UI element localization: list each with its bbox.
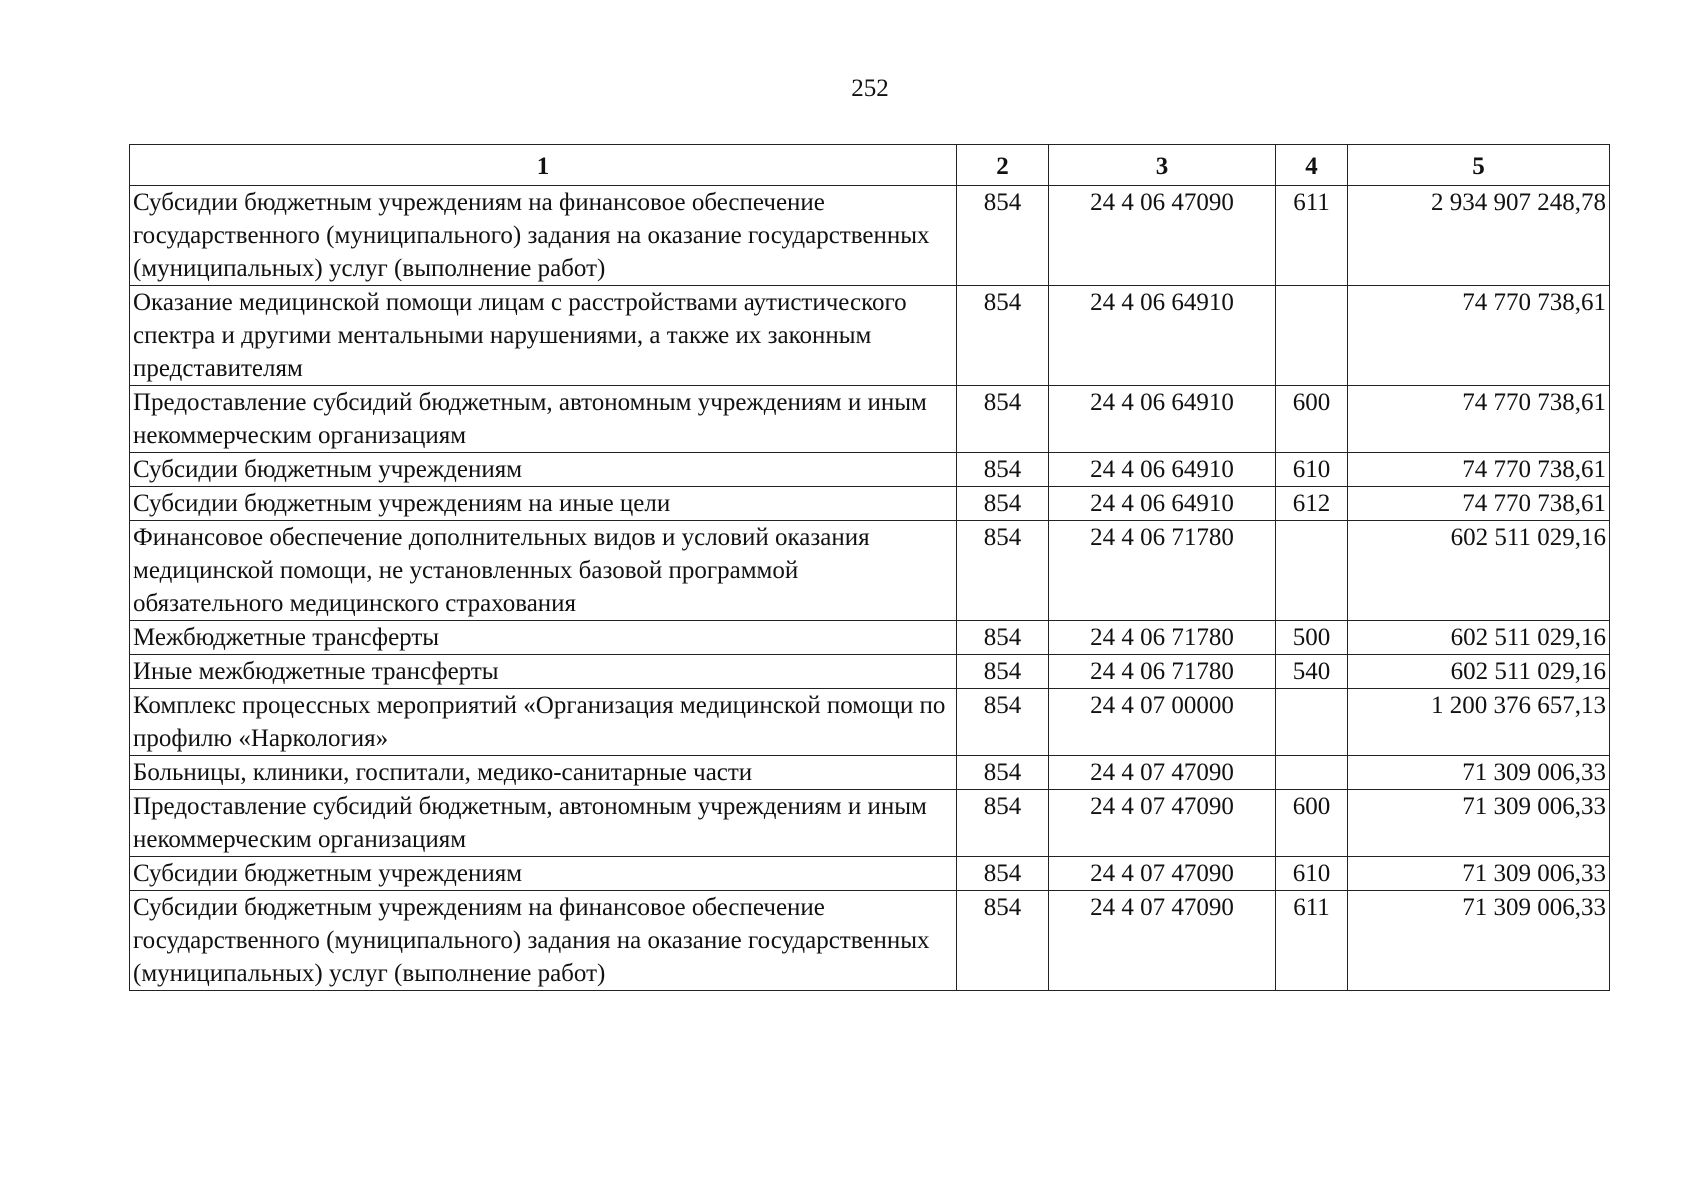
amount-cell: 1 200 376 657,13 [1348, 689, 1610, 756]
item-name-cell: Иные межбюджетные трансферты [130, 655, 957, 689]
item-name-cell: Субсидии бюджетным учреждениям [130, 857, 957, 891]
column-header-1: 1 [130, 145, 957, 186]
amount-cell: 71 309 006,33 [1348, 891, 1610, 991]
target-article-cell: 24 4 07 47090 [1049, 857, 1276, 891]
ministry-code-cell: 854 [957, 487, 1049, 521]
ministry-code-cell: 854 [957, 655, 1049, 689]
target-article-cell: 24 4 06 47090 [1049, 186, 1276, 286]
expense-type-cell: 540 [1276, 655, 1348, 689]
expense-type-cell: 612 [1276, 487, 1348, 521]
target-article-cell: 24 4 07 47090 [1049, 756, 1276, 790]
item-name-cell: Субсидии бюджетным учреждениям на финансовое обеспечение государственного (муниципального) задания на оказание государственных (муниципальных) услуг (выполнение работ) [130, 186, 957, 286]
target-article-cell: 24 4 07 47090 [1049, 891, 1276, 991]
target-article-cell: 24 4 06 64910 [1049, 386, 1276, 453]
column-header-3: 3 [1049, 145, 1276, 186]
ministry-code-cell: 854 [957, 689, 1049, 756]
table-row [130, 521, 1610, 621]
ministry-code-cell: 854 [957, 521, 1049, 621]
budget-table [129, 144, 1610, 991]
table-row [130, 386, 1610, 453]
target-article-cell: 24 4 07 47090 [1049, 790, 1276, 857]
item-name-cell: Финансовое обеспечение дополнительных видов и условий оказания медицинской помощи, не установленных базовой программой обязательного медицинского страхования [130, 521, 957, 621]
column-header-2: 2 [957, 145, 1049, 186]
ministry-code-cell: 854 [957, 286, 1049, 386]
table-row [130, 487, 1610, 521]
ministry-code-cell: 854 [957, 621, 1049, 655]
item-name-cell: Предоставление субсидий бюджетным, автономным учреждениям и иным некоммерческим организациям [130, 790, 957, 857]
item-name-cell: Субсидии бюджетным учреждениям [130, 453, 957, 487]
ministry-code-cell: 854 [957, 891, 1049, 991]
expense-type-cell: 610 [1276, 857, 1348, 891]
target-article-cell: 24 4 06 64910 [1049, 453, 1276, 487]
item-name-cell: Оказание медицинской помощи лицам с расстройствами аутистического спектра и другими ментальными нарушениями, а также их законным представителям [130, 286, 957, 386]
expense-type-cell [1276, 521, 1348, 621]
amount-cell: 71 309 006,33 [1348, 790, 1610, 857]
column-header-4: 4 [1276, 145, 1348, 186]
amount-cell: 71 309 006,33 [1348, 756, 1610, 790]
target-article-cell: 24 4 06 71780 [1049, 521, 1276, 621]
table-row [130, 621, 1610, 655]
expense-type-cell [1276, 689, 1348, 756]
amount-cell: 2 934 907 248,78 [1348, 186, 1610, 286]
item-name-cell: Субсидии бюджетным учреждениям на финансовое обеспечение государственного (муниципального) задания на оказание государственных (муниципальных) услуг (выполнение работ) [130, 891, 957, 991]
ministry-code-cell: 854 [957, 756, 1049, 790]
ministry-code-cell: 854 [957, 186, 1049, 286]
expense-type-cell: 600 [1276, 790, 1348, 857]
item-name-cell: Межбюджетные трансферты [130, 621, 957, 655]
expense-type-cell: 611 [1276, 186, 1348, 286]
item-name-cell: Комплекс процессных мероприятий «Организация медицинской помощи по профилю «Наркология» [130, 689, 957, 756]
amount-cell: 74 770 738,61 [1348, 386, 1610, 453]
ministry-code-cell: 854 [957, 857, 1049, 891]
table-row [130, 286, 1610, 386]
amount-cell: 602 511 029,16 [1348, 655, 1610, 689]
expense-type-cell: 610 [1276, 453, 1348, 487]
expense-type-cell: 500 [1276, 621, 1348, 655]
table-header-row [130, 145, 1610, 186]
table-row [130, 186, 1610, 286]
ministry-code-cell: 854 [957, 386, 1049, 453]
ministry-code-cell: 854 [957, 453, 1049, 487]
table-row [130, 756, 1610, 790]
page-number: 252 [851, 75, 889, 102]
amount-cell: 602 511 029,16 [1348, 521, 1610, 621]
amount-cell: 74 770 738,61 [1348, 286, 1610, 386]
table-row [130, 689, 1610, 756]
target-article-cell: 24 4 07 00000 [1049, 689, 1276, 756]
amount-cell: 602 511 029,16 [1348, 621, 1610, 655]
item-name-cell: Предоставление субсидий бюджетным, автономным учреждениям и иным некоммерческим организациям [130, 386, 957, 453]
item-name-cell: Субсидии бюджетным учреждениям на иные цели [130, 487, 957, 521]
target-article-cell: 24 4 06 71780 [1049, 621, 1276, 655]
expense-type-cell: 611 [1276, 891, 1348, 991]
table-row [130, 891, 1610, 991]
item-name-cell: Больницы, клиники, госпитали, медико-санитарные части [130, 756, 957, 790]
table-row [130, 857, 1610, 891]
target-article-cell: 24 4 06 64910 [1049, 286, 1276, 386]
ministry-code-cell: 854 [957, 790, 1049, 857]
table-row [130, 453, 1610, 487]
expense-type-cell [1276, 286, 1348, 386]
table-body [130, 186, 1610, 991]
table-row [130, 655, 1610, 689]
amount-cell: 74 770 738,61 [1348, 453, 1610, 487]
expense-type-cell [1276, 756, 1348, 790]
amount-cell: 71 309 006,33 [1348, 857, 1610, 891]
column-header-5: 5 [1348, 145, 1610, 186]
amount-cell: 74 770 738,61 [1348, 487, 1610, 521]
expense-type-cell: 600 [1276, 386, 1348, 453]
target-article-cell: 24 4 06 64910 [1049, 487, 1276, 521]
table-row [130, 790, 1610, 857]
target-article-cell: 24 4 06 71780 [1049, 655, 1276, 689]
